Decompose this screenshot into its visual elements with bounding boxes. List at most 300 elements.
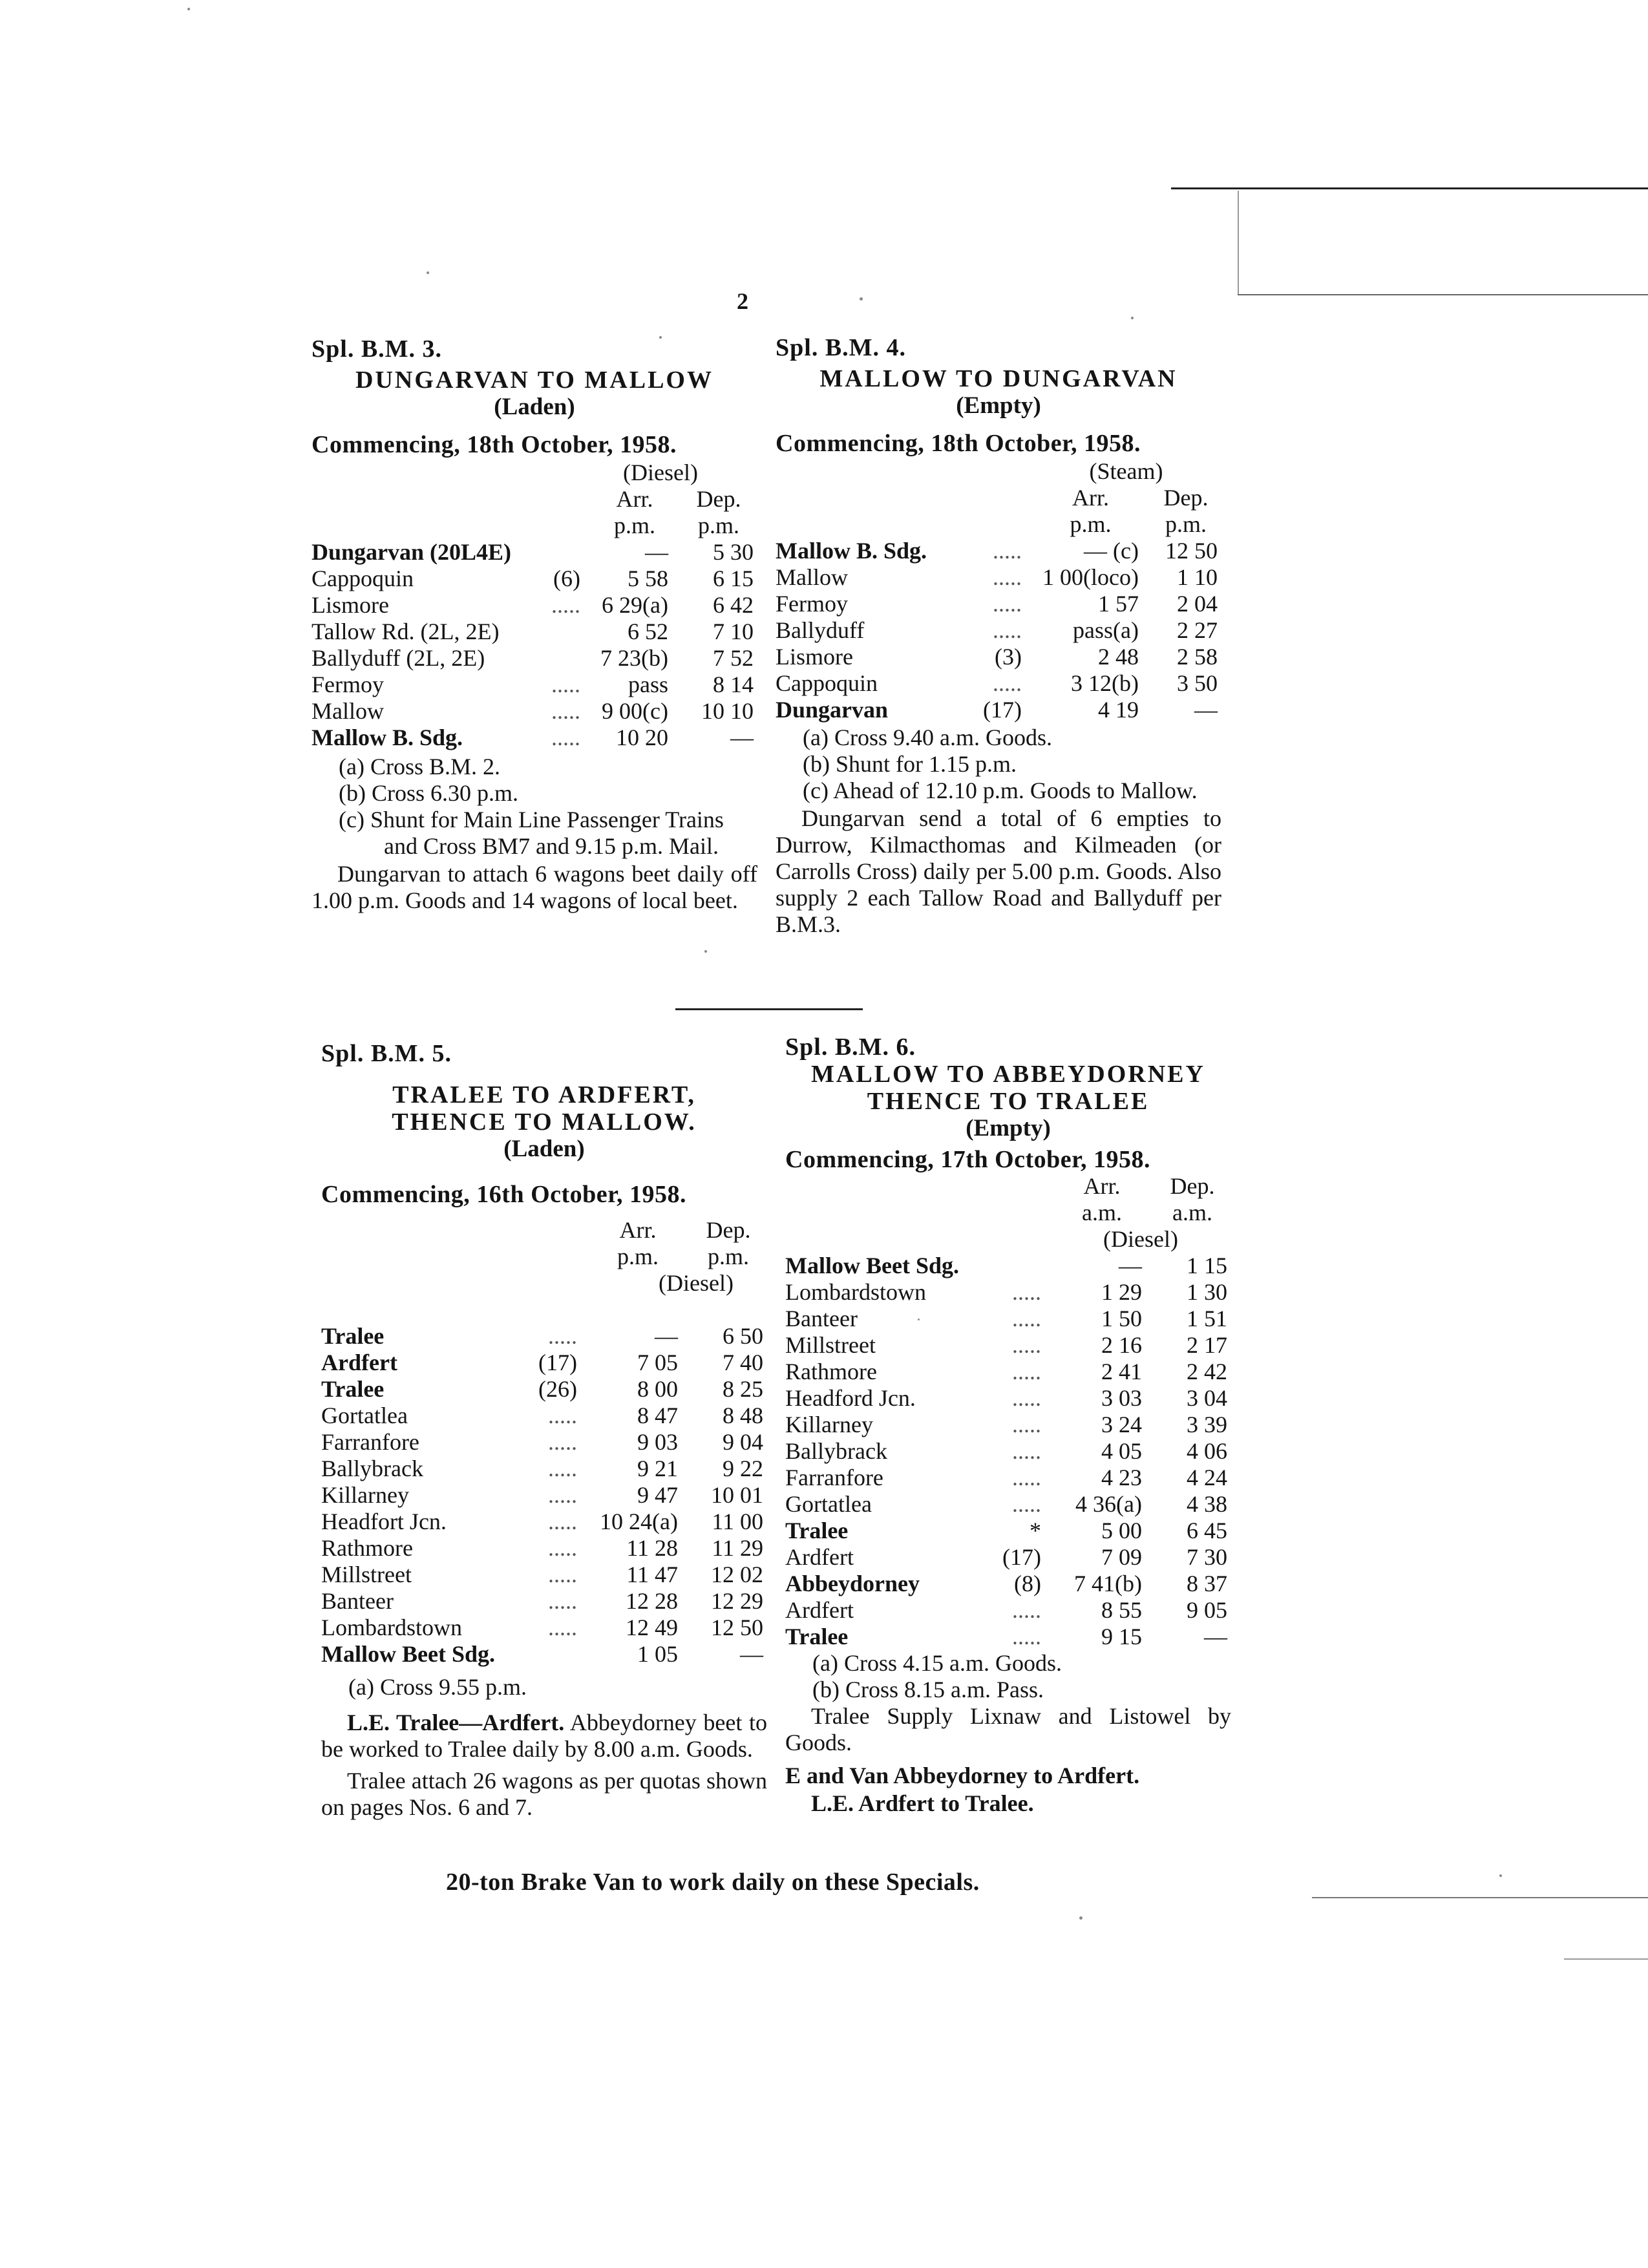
bottom-right-rule <box>1312 1897 1648 1898</box>
cell-dep: 2 27 <box>1177 617 1218 643</box>
page-number: 2 <box>737 288 748 314</box>
cell-station: Lombardstown <box>321 1615 462 1640</box>
cell-arr: 5 58 <box>628 566 668 591</box>
timetable-row <box>321 1641 767 1668</box>
cell-station: Gortatlea <box>321 1403 408 1428</box>
top-right-rule-vertical <box>1238 191 1239 294</box>
cell-ref: ..... <box>993 591 1022 617</box>
cell-arr: 4 05 <box>1101 1438 1142 1464</box>
bm3-section <box>312 336 757 914</box>
cell-ref: (6) <box>553 566 580 591</box>
cell-arr: pass(a) <box>1073 617 1139 643</box>
cell-arr: — <box>655 1323 678 1349</box>
cell-dep: 2 58 <box>1177 644 1218 670</box>
cell-arr: — <box>645 539 668 565</box>
bm6-code: Spl. B.M. 6. <box>785 1033 916 1061</box>
bm6-rows <box>785 1253 1231 1650</box>
cell-ref: ..... <box>548 1535 577 1561</box>
bm6-timetable <box>785 1173 1231 1650</box>
cell-station: Headfort Jcn. <box>321 1509 447 1534</box>
bm3-subtitle: (Laden) <box>494 394 575 420</box>
bm4-note-b: (b) Shunt for 1.15 p.m. <box>803 751 1017 777</box>
cell-station: Ballyduff (2L, 2E) <box>312 645 485 671</box>
cell-arr: 1 00(loco) <box>1042 564 1139 590</box>
cell-arr: — (c) <box>1084 538 1139 564</box>
timetable-row <box>312 539 757 566</box>
bm6-title-2: THENCE TO TRALEE <box>867 1088 1150 1115</box>
cell-dep: 2 42 <box>1187 1359 1227 1384</box>
cell-dep: — <box>740 1641 763 1667</box>
cell-ref: ..... <box>1012 1306 1041 1331</box>
timetable-row <box>785 1306 1231 1332</box>
cell-ref: ..... <box>1012 1624 1041 1649</box>
timetable-row <box>312 672 757 698</box>
timetable-row <box>776 538 1221 564</box>
bm4-note-a: (a) Cross 9.40 a.m. Goods. <box>803 725 1052 750</box>
cell-ref: ..... <box>548 1456 577 1481</box>
cell-ref: ..... <box>551 672 580 697</box>
cell-dep: 12 50 <box>1165 538 1218 564</box>
cell-dep: 7 40 <box>723 1350 763 1375</box>
timetable-row <box>785 1571 1231 1597</box>
cell-ref: ..... <box>1012 1438 1041 1464</box>
bm5-col-arr-unit: p.m. <box>617 1244 659 1269</box>
bm5-subtitle: (Laden) <box>503 1136 585 1162</box>
cell-station: Ballybrack <box>321 1456 423 1481</box>
scan-speck <box>1079 1916 1083 1920</box>
cell-dep: 6 45 <box>1187 1518 1227 1543</box>
timetable-row <box>321 1588 767 1615</box>
bm5-section <box>321 1041 767 1821</box>
cell-station: Mallow <box>312 698 384 724</box>
scan-speck <box>1131 317 1134 319</box>
cell-dep: 6 15 <box>713 566 754 591</box>
cell-ref: ..... <box>1012 1332 1041 1358</box>
scan-speck <box>704 950 707 953</box>
cell-arr: 6 29(a) <box>602 592 668 618</box>
scan-speck <box>860 297 863 301</box>
timetable-row <box>321 1535 767 1562</box>
cell-dep: 1 30 <box>1187 1279 1227 1305</box>
cell-station: Farranfore <box>785 1465 883 1490</box>
cell-arr: 7 05 <box>637 1350 678 1375</box>
bm3-col-arr: Arr. <box>616 486 653 512</box>
cell-station: Fermoy <box>312 672 384 697</box>
bm6-col-dep: Dep. <box>1170 1173 1215 1199</box>
cell-arr: 11 28 <box>626 1535 678 1561</box>
timetable-row <box>321 1615 767 1641</box>
bm3-note-a: (a) Cross B.M. 2. <box>339 754 500 779</box>
cell-dep: 4 06 <box>1187 1438 1227 1464</box>
cell-arr: 4 36(a) <box>1075 1491 1142 1517</box>
bm5-paragraph: Tralee attach 26 wagons as per quotas shown on pages Nos. 6 and 7. <box>321 1768 767 1820</box>
cell-station: Abbeydorney <box>785 1571 920 1596</box>
timetable-row <box>785 1253 1231 1279</box>
bm6-title-1: MALLOW TO ABBEYDORNEY <box>811 1061 1205 1088</box>
bm6-subtitle: (Empty) <box>966 1115 1051 1141</box>
cell-ref: (17) <box>538 1350 577 1375</box>
cell-station: Farranfore <box>321 1429 419 1455</box>
scan-speck <box>427 271 429 274</box>
cell-dep: 11 29 <box>712 1535 763 1561</box>
bm3-code: Spl. B.M. 3. <box>312 335 443 363</box>
timetable-row <box>785 1359 1231 1385</box>
cell-dep: 10 01 <box>711 1482 763 1508</box>
footer-note: 20-ton Brake Van to work daily on these Specials. <box>446 1869 980 1896</box>
section-divider <box>675 1008 863 1010</box>
timetable-row <box>776 591 1221 617</box>
cell-ref: ..... <box>1012 1359 1041 1384</box>
cell-arr: 8 55 <box>1101 1597 1142 1623</box>
cell-arr: 9 15 <box>1101 1624 1142 1649</box>
cell-station: Mallow Beet Sdg. <box>321 1641 495 1667</box>
bm6-commencing: Commencing, 17th October, 1958. <box>785 1146 1151 1173</box>
bm6-note-a: (a) Cross 4.15 a.m. Goods. <box>812 1650 1062 1676</box>
bm3-note-b: (b) Cross 6.30 p.m. <box>339 780 518 806</box>
cell-dep: 3 50 <box>1177 670 1218 696</box>
cell-ref: ..... <box>548 1429 577 1455</box>
scan-speck <box>918 1319 920 1320</box>
timetable-row <box>776 644 1221 670</box>
bm4-rows <box>776 538 1221 723</box>
cell-ref: ..... <box>551 698 580 724</box>
timetable-row <box>785 1518 1231 1544</box>
timetable-row <box>776 670 1221 697</box>
cell-arr: 7 41(b) <box>1074 1571 1142 1596</box>
timetable-row <box>776 617 1221 644</box>
timetable-row <box>785 1385 1231 1412</box>
timetable-row <box>785 1332 1231 1359</box>
cell-arr: 11 47 <box>626 1562 678 1587</box>
scan-speck <box>187 8 190 10</box>
bm4-title: MALLOW TO DUNGARVAN <box>819 365 1178 392</box>
timetable-row <box>321 1323 767 1350</box>
cell-dep: 3 39 <box>1187 1412 1227 1437</box>
cell-ref: ..... <box>548 1323 577 1349</box>
cell-dep: 6 50 <box>723 1323 763 1349</box>
top-right-rule <box>1171 187 1648 189</box>
cell-dep: — <box>1194 697 1218 723</box>
cell-dep: 10 10 <box>701 698 754 724</box>
cell-ref: ..... <box>993 538 1022 564</box>
cell-arr: 1 57 <box>1098 591 1139 617</box>
bm5-le-text: Abbeydorney beet to be worked to Tralee daily by 8.00 a.m. Goods. <box>321 1710 767 1762</box>
bm6-col-arr-unit: a.m. <box>1082 1200 1122 1225</box>
timetable-row <box>785 1465 1231 1491</box>
cell-arr: 2 41 <box>1101 1359 1142 1384</box>
cell-station: Ballyduff <box>776 617 865 643</box>
timetable-row <box>785 1491 1231 1518</box>
cell-arr: 4 19 <box>1098 697 1139 723</box>
bm6-col-arr: Arr. <box>1083 1173 1121 1199</box>
cell-station: Banteer <box>785 1306 858 1331</box>
timetable-row <box>321 1562 767 1588</box>
cell-ref: ..... <box>548 1403 577 1428</box>
cell-station: Rathmore <box>321 1535 413 1561</box>
cell-dep: 11 00 <box>712 1509 763 1534</box>
timetable-row <box>785 1279 1231 1306</box>
bm3-col-arr-unit: p.m. <box>613 513 655 538</box>
cell-arr: 2 16 <box>1101 1332 1142 1358</box>
cell-ref: ..... <box>1012 1491 1041 1517</box>
cell-station: Cappoquin <box>776 670 878 696</box>
cell-dep: 7 30 <box>1187 1544 1227 1570</box>
bm6-e-van: E and Van Abbeydorney to Ardfert. <box>785 1763 1140 1788</box>
bm4-paragraph: Dungarvan send a total of 6 empties to Durrow, Kilmacthomas and Kilmeaden (or Carrolls Cross) daily per 5.00 p.m. Goods. Also supply 2 each Tallow Road and Ballyduff per B.M.3. <box>776 805 1221 937</box>
cell-station: Ardfert <box>785 1597 854 1623</box>
cell-dep: 5 30 <box>713 539 754 565</box>
timetable-row <box>321 1429 767 1456</box>
bm5-col-dep-unit: p.m. <box>707 1244 749 1269</box>
cell-station: Ardfert <box>321 1350 397 1375</box>
bm5-traction: (Diesel) <box>659 1270 734 1296</box>
bm5-title-1: TRALEE TO ARDFERT, <box>392 1081 696 1108</box>
cell-station: Gortatlea <box>785 1491 872 1517</box>
bm3-rows <box>312 539 757 751</box>
cell-arr: 2 48 <box>1098 644 1139 670</box>
cell-station: Lismore <box>312 592 389 618</box>
cell-dep: 12 50 <box>711 1615 763 1640</box>
cell-ref <box>989 1253 1050 1279</box>
cell-ref: ..... <box>993 670 1022 696</box>
timetable-row <box>312 566 757 592</box>
cell-ref: ..... <box>548 1509 577 1534</box>
bm6-traction: (Diesel) <box>1103 1226 1178 1252</box>
scan-speck <box>659 336 662 339</box>
cell-ref <box>525 1641 586 1668</box>
cell-station: Mallow B. Sdg. <box>776 538 927 564</box>
cell-dep: 1 10 <box>1177 564 1218 590</box>
cell-dep: 9 22 <box>723 1456 763 1481</box>
cell-arr: 10 20 <box>616 725 668 750</box>
timetable-row <box>312 619 757 645</box>
timetable-row <box>785 1438 1231 1465</box>
bm6-note-b: (b) Cross 8.15 a.m. Pass. <box>812 1677 1044 1702</box>
bm6-le: L.E. Ardfert to Tralee. <box>811 1790 1034 1816</box>
cell-ref: (3) <box>995 644 1022 670</box>
cell-station: Dungarvan <box>776 697 889 723</box>
cell-ref: (8) <box>1014 1571 1041 1596</box>
top-right-rule-lower <box>1238 294 1648 295</box>
timetable-row <box>312 592 757 619</box>
cell-arr: 9 03 <box>637 1429 678 1455</box>
cell-ref: ..... <box>548 1482 577 1508</box>
cell-ref <box>544 619 589 645</box>
cell-arr: pass <box>628 672 668 697</box>
cell-ref: (17) <box>1002 1544 1041 1570</box>
timetable-row <box>785 1624 1231 1650</box>
cell-station: Banteer <box>321 1588 394 1614</box>
cell-dep: 2 04 <box>1177 591 1218 617</box>
cell-station: Rathmore <box>785 1359 877 1384</box>
cell-arr: 1 29 <box>1101 1279 1142 1305</box>
cell-station: Tralee <box>785 1624 849 1649</box>
cell-arr: — <box>1119 1253 1142 1278</box>
timetable-row <box>321 1509 767 1535</box>
bm4-traction: (Steam) <box>1089 458 1163 484</box>
timetable-row <box>785 1544 1231 1571</box>
timetable-row <box>312 725 757 751</box>
cell-arr: 6 52 <box>628 619 668 644</box>
bm3-col-dep: Dep. <box>696 486 741 512</box>
cell-station: Ardfert <box>785 1544 854 1570</box>
timetable-row <box>785 1412 1231 1438</box>
bm4-section <box>776 335 1221 938</box>
cell-arr: 7 09 <box>1101 1544 1142 1570</box>
cell-station: Headford Jcn. <box>785 1385 916 1411</box>
cell-dep: 4 24 <box>1187 1465 1227 1490</box>
bm4-timetable <box>776 458 1221 723</box>
cell-ref <box>544 645 589 672</box>
bm4-col-arr: Arr. <box>1072 485 1109 511</box>
cell-station: Fermoy <box>776 591 848 617</box>
cell-station: Killarney <box>321 1482 409 1508</box>
cell-ref: (17) <box>983 697 1022 723</box>
bm3-note-c: (c) Shunt for Main Line Passenger Trains and Cross BM7 and 9.15 p.m. Mail. <box>339 807 724 859</box>
cell-arr: 1 50 <box>1101 1306 1142 1331</box>
cell-arr: 1 05 <box>637 1641 678 1667</box>
cell-station: Ballybrack <box>785 1438 887 1464</box>
bm5-rows <box>321 1323 767 1668</box>
cell-dep: 7 10 <box>713 619 754 644</box>
cell-station: Cappoquin <box>312 566 414 591</box>
cell-dep: 7 52 <box>713 645 754 671</box>
cell-station: Tralee <box>321 1323 385 1349</box>
cell-station: Millstreet <box>321 1562 412 1587</box>
timetable-row <box>312 698 757 725</box>
scan-speck <box>1499 1874 1502 1877</box>
cell-arr: 9 47 <box>637 1482 678 1508</box>
cell-dep: 8 25 <box>723 1376 763 1402</box>
cell-ref: ..... <box>1012 1279 1041 1305</box>
bm3-title: DUNGARVAN TO MALLOW <box>355 366 713 394</box>
timetable-row <box>776 697 1221 723</box>
cell-ref: ..... <box>1012 1465 1041 1490</box>
cell-ref: ..... <box>548 1588 577 1614</box>
cell-station: Killarney <box>785 1412 873 1437</box>
cell-arr: 4 23 <box>1101 1465 1142 1490</box>
cell-dep: 1 15 <box>1187 1253 1227 1278</box>
bm5-commencing: Commencing, 16th October, 1958. <box>321 1181 687 1208</box>
cell-ref: ..... <box>551 592 580 618</box>
cell-dep: 2 17 <box>1187 1332 1227 1358</box>
cell-arr: 3 03 <box>1101 1385 1142 1411</box>
cell-dep: 8 37 <box>1187 1571 1227 1596</box>
cell-arr: 3 24 <box>1101 1412 1142 1437</box>
cell-arr: 9 00(c) <box>602 698 668 724</box>
cell-ref: ..... <box>993 617 1022 643</box>
cell-arr: 12 28 <box>626 1588 678 1614</box>
timetable-row <box>321 1482 767 1509</box>
cell-station: Tralee <box>321 1376 385 1402</box>
bm4-col-dep: Dep. <box>1163 485 1209 511</box>
timetable-row <box>776 564 1221 591</box>
bm4-note-c: (c) Ahead of 12.10 p.m. Goods to Mallow. <box>803 778 1198 803</box>
bm3-paragraph: Dungarvan to attach 6 wagons beet daily off 1.00 p.m. Goods and 14 wagons of local beet. <box>312 861 757 913</box>
bm5-le-paragraph <box>321 1710 767 1763</box>
cell-dep: 6 42 <box>713 592 754 618</box>
bm5-col-dep: Dep. <box>706 1217 751 1243</box>
bm5-code: Spl. B.M. 5. <box>321 1040 452 1067</box>
cell-ref <box>544 539 589 566</box>
bm6-section <box>785 1034 1231 1817</box>
bm4-commencing: Commencing, 18th October, 1958. <box>776 430 1141 457</box>
cell-dep: 9 04 <box>723 1429 763 1455</box>
cell-arr: 9 21 <box>637 1456 678 1481</box>
cell-dep: — <box>1204 1624 1227 1649</box>
cell-station: Millstreet <box>785 1332 876 1358</box>
timetable-row <box>785 1597 1231 1624</box>
cell-dep: 12 02 <box>711 1562 763 1587</box>
bm6-paragraph: Tralee Supply Lixnaw and Listowel by Goods. <box>785 1703 1231 1755</box>
timetable-row <box>321 1456 767 1482</box>
bm4-code: Spl. B.M. 4. <box>776 334 907 361</box>
cell-ref: ..... <box>993 564 1022 590</box>
bm4-col-arr-unit: p.m. <box>1070 511 1112 537</box>
cell-station: Mallow <box>776 564 848 590</box>
cell-station: Lombardstown <box>785 1279 926 1305</box>
bm5-note-a: (a) Cross 9.55 p.m. <box>348 1674 527 1700</box>
bm5-timetable <box>321 1217 767 1668</box>
cell-ref: ..... <box>1012 1597 1041 1623</box>
timetable-row <box>321 1376 767 1403</box>
cell-dep: 1 51 <box>1187 1306 1227 1331</box>
cell-dep: — <box>730 725 754 750</box>
cell-station: Mallow Beet Sdg. <box>785 1253 959 1278</box>
bm4-col-dep-unit: p.m. <box>1165 511 1207 537</box>
cell-dep: 8 14 <box>713 672 754 697</box>
cell-station: Tallow Rd. (2L, 2E) <box>312 619 500 644</box>
cell-ref: (26) <box>538 1376 577 1402</box>
bottom-right-rule-2 <box>1564 1958 1648 1960</box>
cell-ref: ..... <box>551 725 580 750</box>
cell-dep: 12 29 <box>711 1588 763 1614</box>
cell-dep: 9 05 <box>1187 1597 1227 1623</box>
cell-arr: 7 23(b) <box>600 645 668 671</box>
cell-ref: ..... <box>548 1615 577 1640</box>
cell-ref: ..... <box>1012 1412 1041 1437</box>
cell-arr: 5 00 <box>1101 1518 1142 1543</box>
cell-station: Lismore <box>776 644 853 670</box>
bm5-le-bold: L.E. Tralee—Ardfert. <box>347 1710 565 1735</box>
cell-station: Dungarvan (20L4E) <box>312 539 512 565</box>
cell-ref: * <box>1030 1518 1041 1543</box>
cell-ref: ..... <box>548 1562 577 1587</box>
bm5-title-2: THENCE TO MALLOW. <box>392 1108 697 1136</box>
bm6-col-dep-unit: a.m. <box>1172 1200 1212 1225</box>
cell-station: Tralee <box>785 1518 849 1543</box>
bm3-timetable <box>312 460 757 751</box>
cell-arr: 10 24(a) <box>600 1509 678 1534</box>
timetable-row <box>321 1350 767 1376</box>
bm3-traction: (Diesel) <box>623 460 698 485</box>
cell-arr: 8 47 <box>637 1403 678 1428</box>
cell-dep: 3 04 <box>1187 1385 1227 1411</box>
bm3-commencing: Commencing, 18th October, 1958. <box>312 431 677 458</box>
cell-arr: 3 12(b) <box>1071 670 1139 696</box>
cell-ref: ..... <box>1012 1385 1041 1411</box>
cell-dep: 8 48 <box>723 1403 763 1428</box>
cell-arr: 8 00 <box>637 1376 678 1402</box>
timetable-row <box>321 1403 767 1429</box>
bm5-col-arr: Arr. <box>619 1217 657 1243</box>
cell-arr: 12 49 <box>626 1615 678 1640</box>
cell-dep: 4 38 <box>1187 1491 1227 1517</box>
bm4-subtitle: (Empty) <box>956 392 1041 419</box>
bm3-col-dep-unit: p.m. <box>697 513 739 538</box>
timetable-row <box>312 645 757 672</box>
cell-station: Mallow B. Sdg. <box>312 725 463 750</box>
